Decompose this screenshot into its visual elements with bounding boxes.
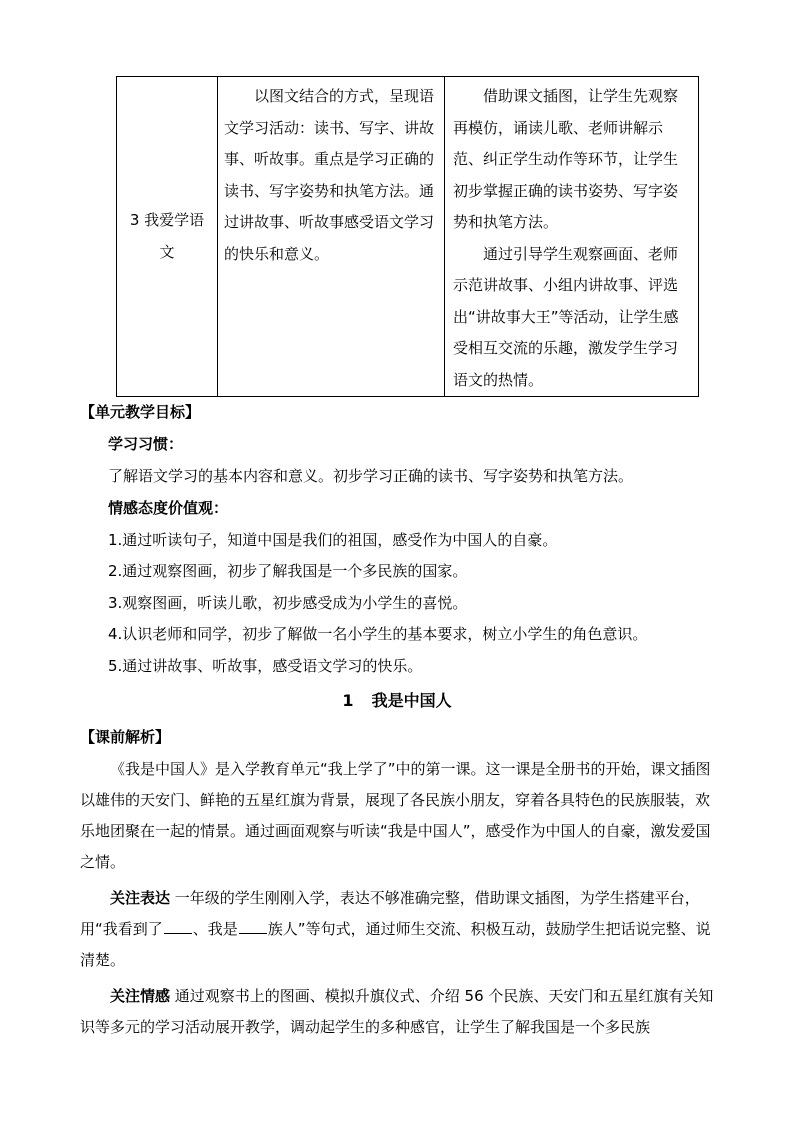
lesson-table bbox=[116, 76, 699, 397]
goal-item: 1.通过听读句子，知道中国是我们的祖国，感受作为中国人的自豪。 bbox=[108, 531, 558, 549]
lesson-title-text: 3 我爱学语文 bbox=[129, 211, 205, 261]
lesson-heading bbox=[0, 690, 794, 712]
values-label: 情感态度价值观： bbox=[108, 499, 229, 517]
analysis-body bbox=[80, 754, 720, 1043]
emotion-paragraph: 关注情感 通过观察书上的图画、模拟升旗仪式、介绍 56 个民族、天安门和五星红旗有关知识等多元的学习活动展开教学，调动起学生的多种感官，让学生了解我国是一个多民族 bbox=[80, 987, 714, 1036]
goal-item: 2.通过观察图画，初步了解我国是一个多民族的国家。 bbox=[108, 562, 468, 580]
table-row bbox=[117, 77, 699, 397]
goal-item: 5.通过讲故事、听故事，感受语文学习的快乐。 bbox=[108, 657, 423, 675]
lesson-name: 我是中国人 bbox=[371, 691, 452, 710]
analysis-intro: 《我是中国人》是入学教育单元“我上学了”中的第一课。这一课是全册书的开始，课文插图以雄伟的天安门、鲜艳的五星红旗为背景，展现了各民族小朋友，穿着各具特色的民族服装，欢乐地团聚在一起的情景。通过画面观察与听读“我是中国人”，感受作为中国人的自豪，激发爱国之情。 bbox=[80, 760, 711, 871]
teaching-suggestion-cell bbox=[445, 77, 699, 397]
goal-item: 3.观察图画，听读儿歌，初步感受成为小学生的喜悦。 bbox=[108, 594, 468, 612]
habit-label: 学习习惯： bbox=[108, 435, 184, 453]
goal-item: 4.认识老师和同学，初步了解做一名小学生的基本要求，树立小学生的角色意识。 bbox=[108, 625, 648, 643]
unit-goals-heading: 【单元教学目标】 bbox=[80, 403, 201, 421]
lesson-number: 1 bbox=[342, 691, 354, 710]
analysis-heading: 【课前解析】 bbox=[80, 728, 171, 746]
lesson-content-cell bbox=[218, 77, 445, 397]
expression-label: 关注表达 bbox=[110, 889, 171, 907]
fill-blank bbox=[239, 919, 267, 934]
suggestion-paragraph: 借助课文插图，让学生先观察再模仿，诵读儿歌、老师讲解示范、纠正学生动作等环节，让学生初步掌握正确的读书姿势、写字姿势和执笔方法。 bbox=[453, 87, 679, 231]
lesson-title-cell bbox=[117, 77, 218, 397]
expression-paragraph: 关注表达 一年级的学生刚刚入学，表达不够准确完整，借助课文插图，为学生搭建平台，用“我看到了 、我是 族人”等句式，通过师生交流、积极互动，鼓励学生把话说完整、说清楚。 bbox=[80, 889, 711, 969]
habit-text: 了解语文学习的基本内容和意义。初步学习正确的读书、写字姿势和执笔方法。 bbox=[108, 467, 634, 485]
emotion-label: 关注情感 bbox=[110, 987, 171, 1005]
lesson-content-text: 以图文结合的方式，呈现语文学习活动：读书、写字、讲故事、听故事。重点是学习正确的读书、写字姿势和执笔方法。通过讲故事、听故事感受语文学习的快乐和意义。 bbox=[224, 87, 435, 263]
suggestion-paragraph: 通过引导学生观察画面、老师示范讲故事、小组内讲故事、评选出“讲故事大王”等活动，让学生感受相互交流的乐趣，激发学生学习语文的热情。 bbox=[453, 244, 679, 389]
fill-blank bbox=[164, 919, 192, 934]
